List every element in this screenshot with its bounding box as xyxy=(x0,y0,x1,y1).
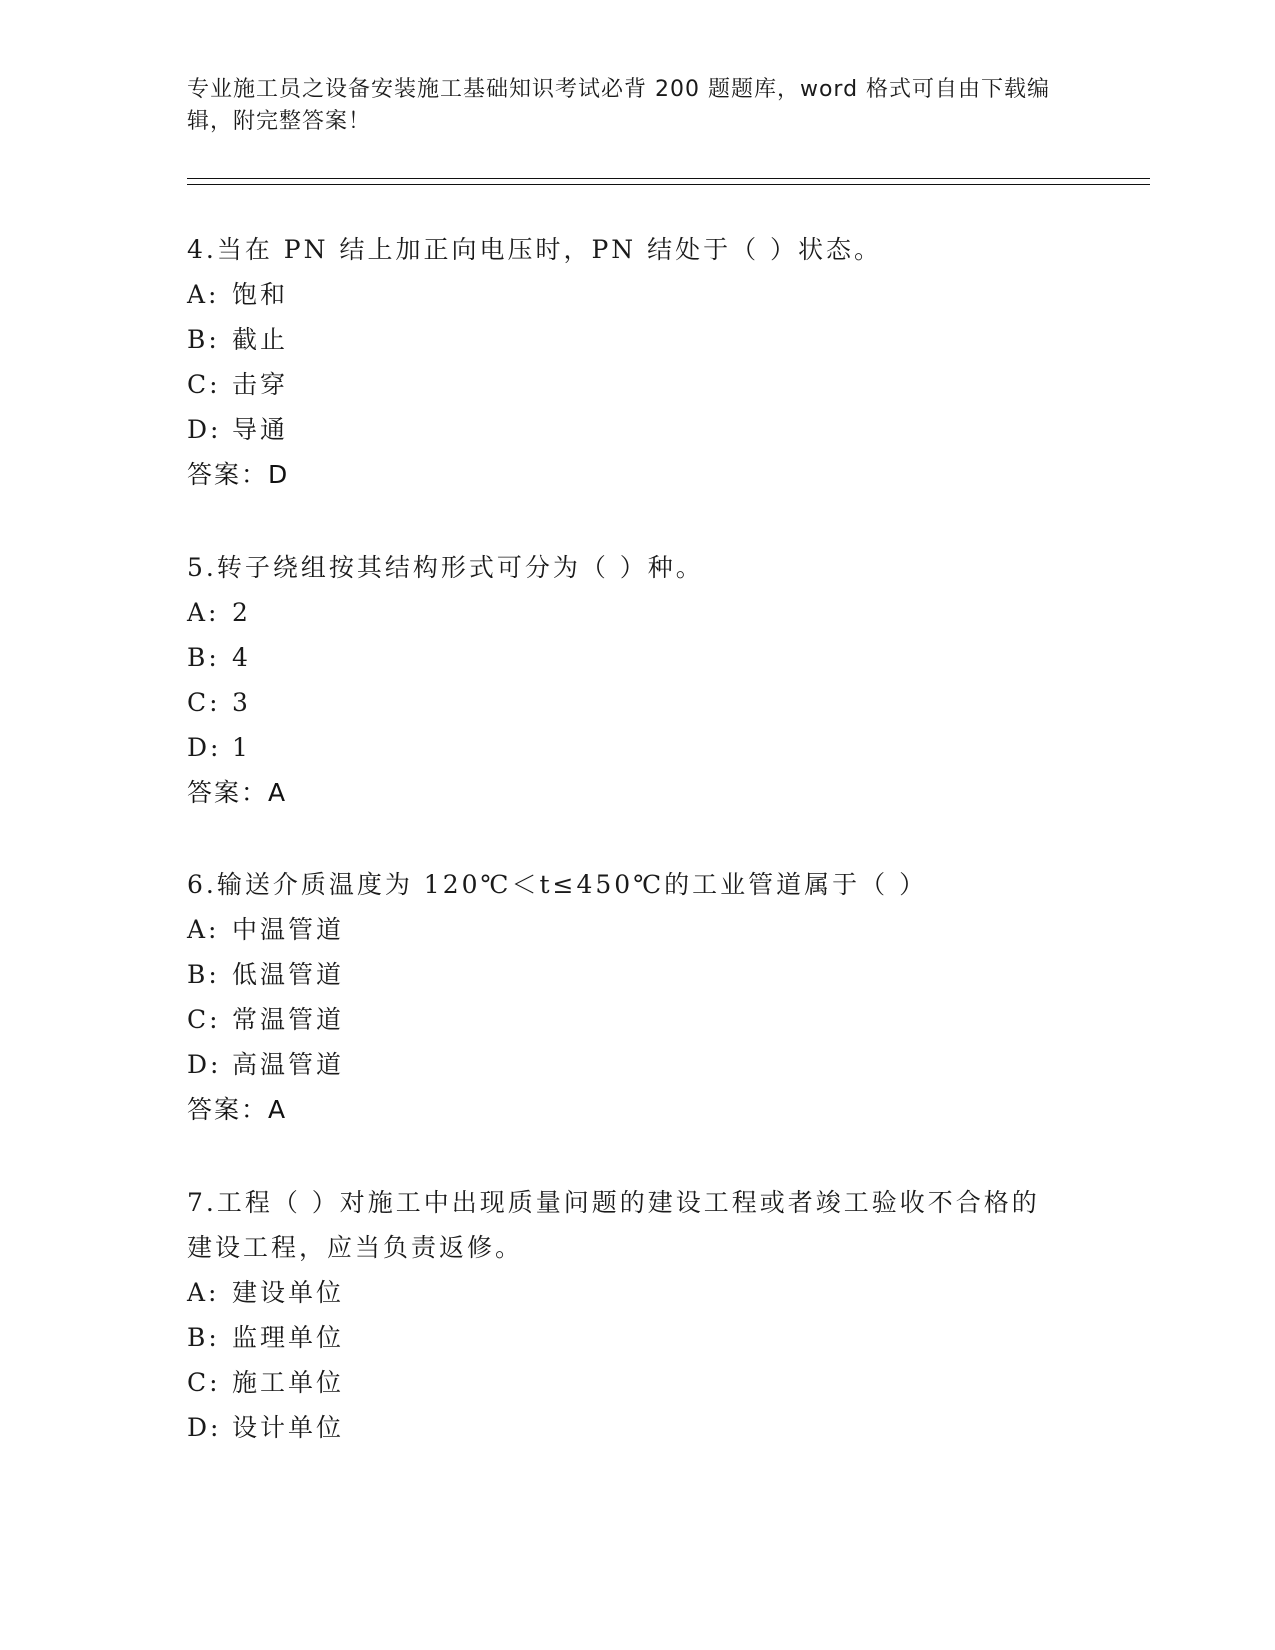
header-divider-top xyxy=(187,178,1150,179)
option-text: 高温管道 xyxy=(232,1050,345,1079)
question-stem: 7.工程（ ）对施工中出现质量问题的建设工程或者竣工验收不合格的建设工程，应当负责返修。 xyxy=(187,1188,1040,1262)
option-b xyxy=(187,1315,1067,1360)
option-text: 1 xyxy=(232,733,251,762)
option-a xyxy=(187,1270,1067,1315)
option-a xyxy=(187,272,1087,317)
option-letter: A: xyxy=(187,280,220,309)
option-a xyxy=(187,907,1087,952)
option-b xyxy=(187,952,1087,997)
option-letter: B: xyxy=(187,643,220,672)
option-letter: A: xyxy=(187,915,220,944)
option-a xyxy=(187,590,1087,635)
option-d xyxy=(187,407,1087,452)
option-text: 击穿 xyxy=(232,370,289,399)
question-7 xyxy=(187,1180,1067,1450)
option-text: 饱和 xyxy=(232,280,289,309)
option-text: 低温管道 xyxy=(232,960,345,989)
question-stem: 4.当在 PN 结上加正向电压时，PN 结处于（ ）状态。 xyxy=(187,235,883,264)
option-text: 4 xyxy=(232,643,251,672)
option-c xyxy=(187,362,1087,407)
option-letter: D: xyxy=(187,415,222,444)
option-text: 施工单位 xyxy=(232,1368,345,1397)
question-4 xyxy=(187,227,1087,497)
option-letter: B: xyxy=(187,325,220,354)
answer-line: 答案：A xyxy=(187,1095,288,1124)
answer-line: 答案：D xyxy=(187,460,290,489)
header-divider-bottom xyxy=(187,184,1150,185)
option-d xyxy=(187,1405,1067,1450)
question-6 xyxy=(187,862,1087,1132)
option-letter: C: xyxy=(187,370,221,399)
option-letter: D: xyxy=(187,1050,222,1079)
answer-line: 答案：A xyxy=(187,778,288,807)
option-b xyxy=(187,317,1087,362)
option-text: 2 xyxy=(232,598,251,627)
option-letter: C: xyxy=(187,1005,221,1034)
option-letter: D: xyxy=(187,1413,222,1442)
option-letter: B: xyxy=(187,960,220,989)
option-letter: A: xyxy=(187,598,220,627)
option-text: 常温管道 xyxy=(232,1005,345,1034)
option-text: 建设单位 xyxy=(232,1278,345,1307)
document-header: 专业施工员之设备安装施工基础知识考试必背 200 题题库，word 格式可自由下载编辑，附完整答案！ xyxy=(187,77,1051,134)
option-text: 3 xyxy=(232,688,251,717)
option-letter: A: xyxy=(187,1278,220,1307)
option-text: 截止 xyxy=(232,325,289,354)
option-c xyxy=(187,997,1087,1042)
option-text: 导通 xyxy=(232,415,289,444)
question-stem: 5.转子绕组按其结构形式可分为（ ）种。 xyxy=(187,553,704,582)
option-letter: D: xyxy=(187,733,222,762)
option-text: 设计单位 xyxy=(232,1413,345,1442)
question-stem: 6.输送介质温度为 120℃＜t≤450℃的工业管道属于（ ） xyxy=(187,870,928,899)
option-letter: C: xyxy=(187,688,221,717)
option-c xyxy=(187,680,1087,725)
option-letter: B: xyxy=(187,1323,220,1352)
option-c xyxy=(187,1360,1067,1405)
option-d xyxy=(187,725,1087,770)
option-letter: C: xyxy=(187,1368,221,1397)
option-d xyxy=(187,1042,1087,1087)
question-5 xyxy=(187,545,1087,815)
option-text: 监理单位 xyxy=(232,1323,345,1352)
option-b xyxy=(187,635,1087,680)
option-text: 中温管道 xyxy=(232,915,345,944)
